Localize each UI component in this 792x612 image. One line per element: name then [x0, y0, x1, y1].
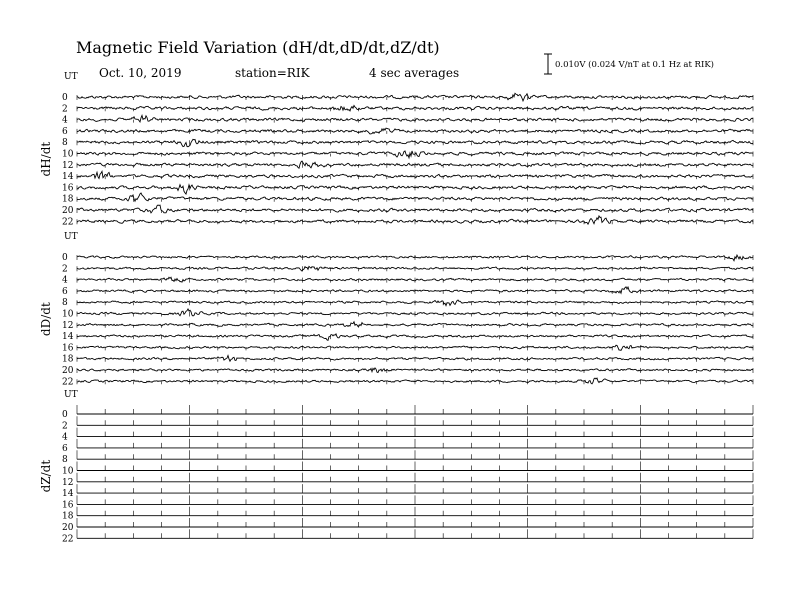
chart-title: Magnetic Field Variation (dH/dt,dD/dt,dZ/dt)	[76, 38, 440, 57]
hour-label: 8	[62, 138, 68, 149]
hour-label: 4	[62, 432, 68, 443]
station-label: station=RIK	[235, 66, 310, 80]
hour-label: 12	[62, 477, 74, 488]
scale-bar	[544, 54, 552, 74]
hour-label: 20	[62, 523, 74, 533]
ut-label: UT	[64, 72, 78, 82]
hour-label: 14	[62, 172, 74, 183]
component-label: dZ/dt	[39, 459, 53, 493]
hour-label: 22	[62, 534, 74, 545]
panel-1	[39, 232, 753, 387]
ut-label: UT	[64, 232, 78, 242]
hour-label: 6	[62, 443, 68, 454]
averaging-label: 4 sec averages	[369, 66, 460, 80]
hour-label: 18	[62, 511, 74, 522]
hour-label: 2	[62, 264, 68, 275]
component-label: dD/dt	[39, 302, 53, 337]
hour-label: 6	[62, 126, 68, 137]
ut-label: UT	[64, 390, 78, 400]
hour-label: 8	[62, 455, 68, 466]
scale-label: 0.010V (0.024 V/nT at 0.1 Hz at RIK)	[555, 60, 714, 70]
hour-label: 10	[62, 466, 74, 477]
hour-label: 16	[62, 183, 74, 194]
hour-label: 16	[62, 343, 74, 354]
hour-label: 10	[62, 149, 74, 160]
hour-label: 14	[62, 489, 74, 500]
hour-label: 8	[62, 298, 68, 309]
hour-label: 18	[62, 354, 74, 365]
panel-2	[39, 390, 753, 544]
hour-label: 12	[62, 160, 74, 171]
hour-label: 0	[62, 93, 68, 103]
hour-label: 20	[62, 366, 74, 376]
component-label: dH/dt	[39, 141, 53, 177]
date-label: Oct. 10, 2019	[99, 66, 182, 80]
hour-label: 14	[62, 332, 74, 343]
hour-label: 18	[62, 194, 74, 205]
hour-label: 2	[62, 104, 68, 115]
hour-label: 0	[62, 253, 68, 263]
hour-label: 4	[62, 115, 68, 126]
hour-label: 6	[62, 286, 68, 297]
hour-label: 12	[62, 320, 74, 331]
hour-label: 4	[62, 275, 68, 286]
hour-label: 10	[62, 309, 74, 320]
hour-label: 2	[62, 421, 68, 432]
hour-label: 22	[62, 377, 74, 388]
hour-label: 20	[62, 206, 74, 216]
hour-label: 16	[62, 500, 74, 511]
panel-0	[39, 72, 753, 227]
hour-label: 0	[62, 410, 68, 420]
hour-label: 22	[62, 217, 74, 228]
